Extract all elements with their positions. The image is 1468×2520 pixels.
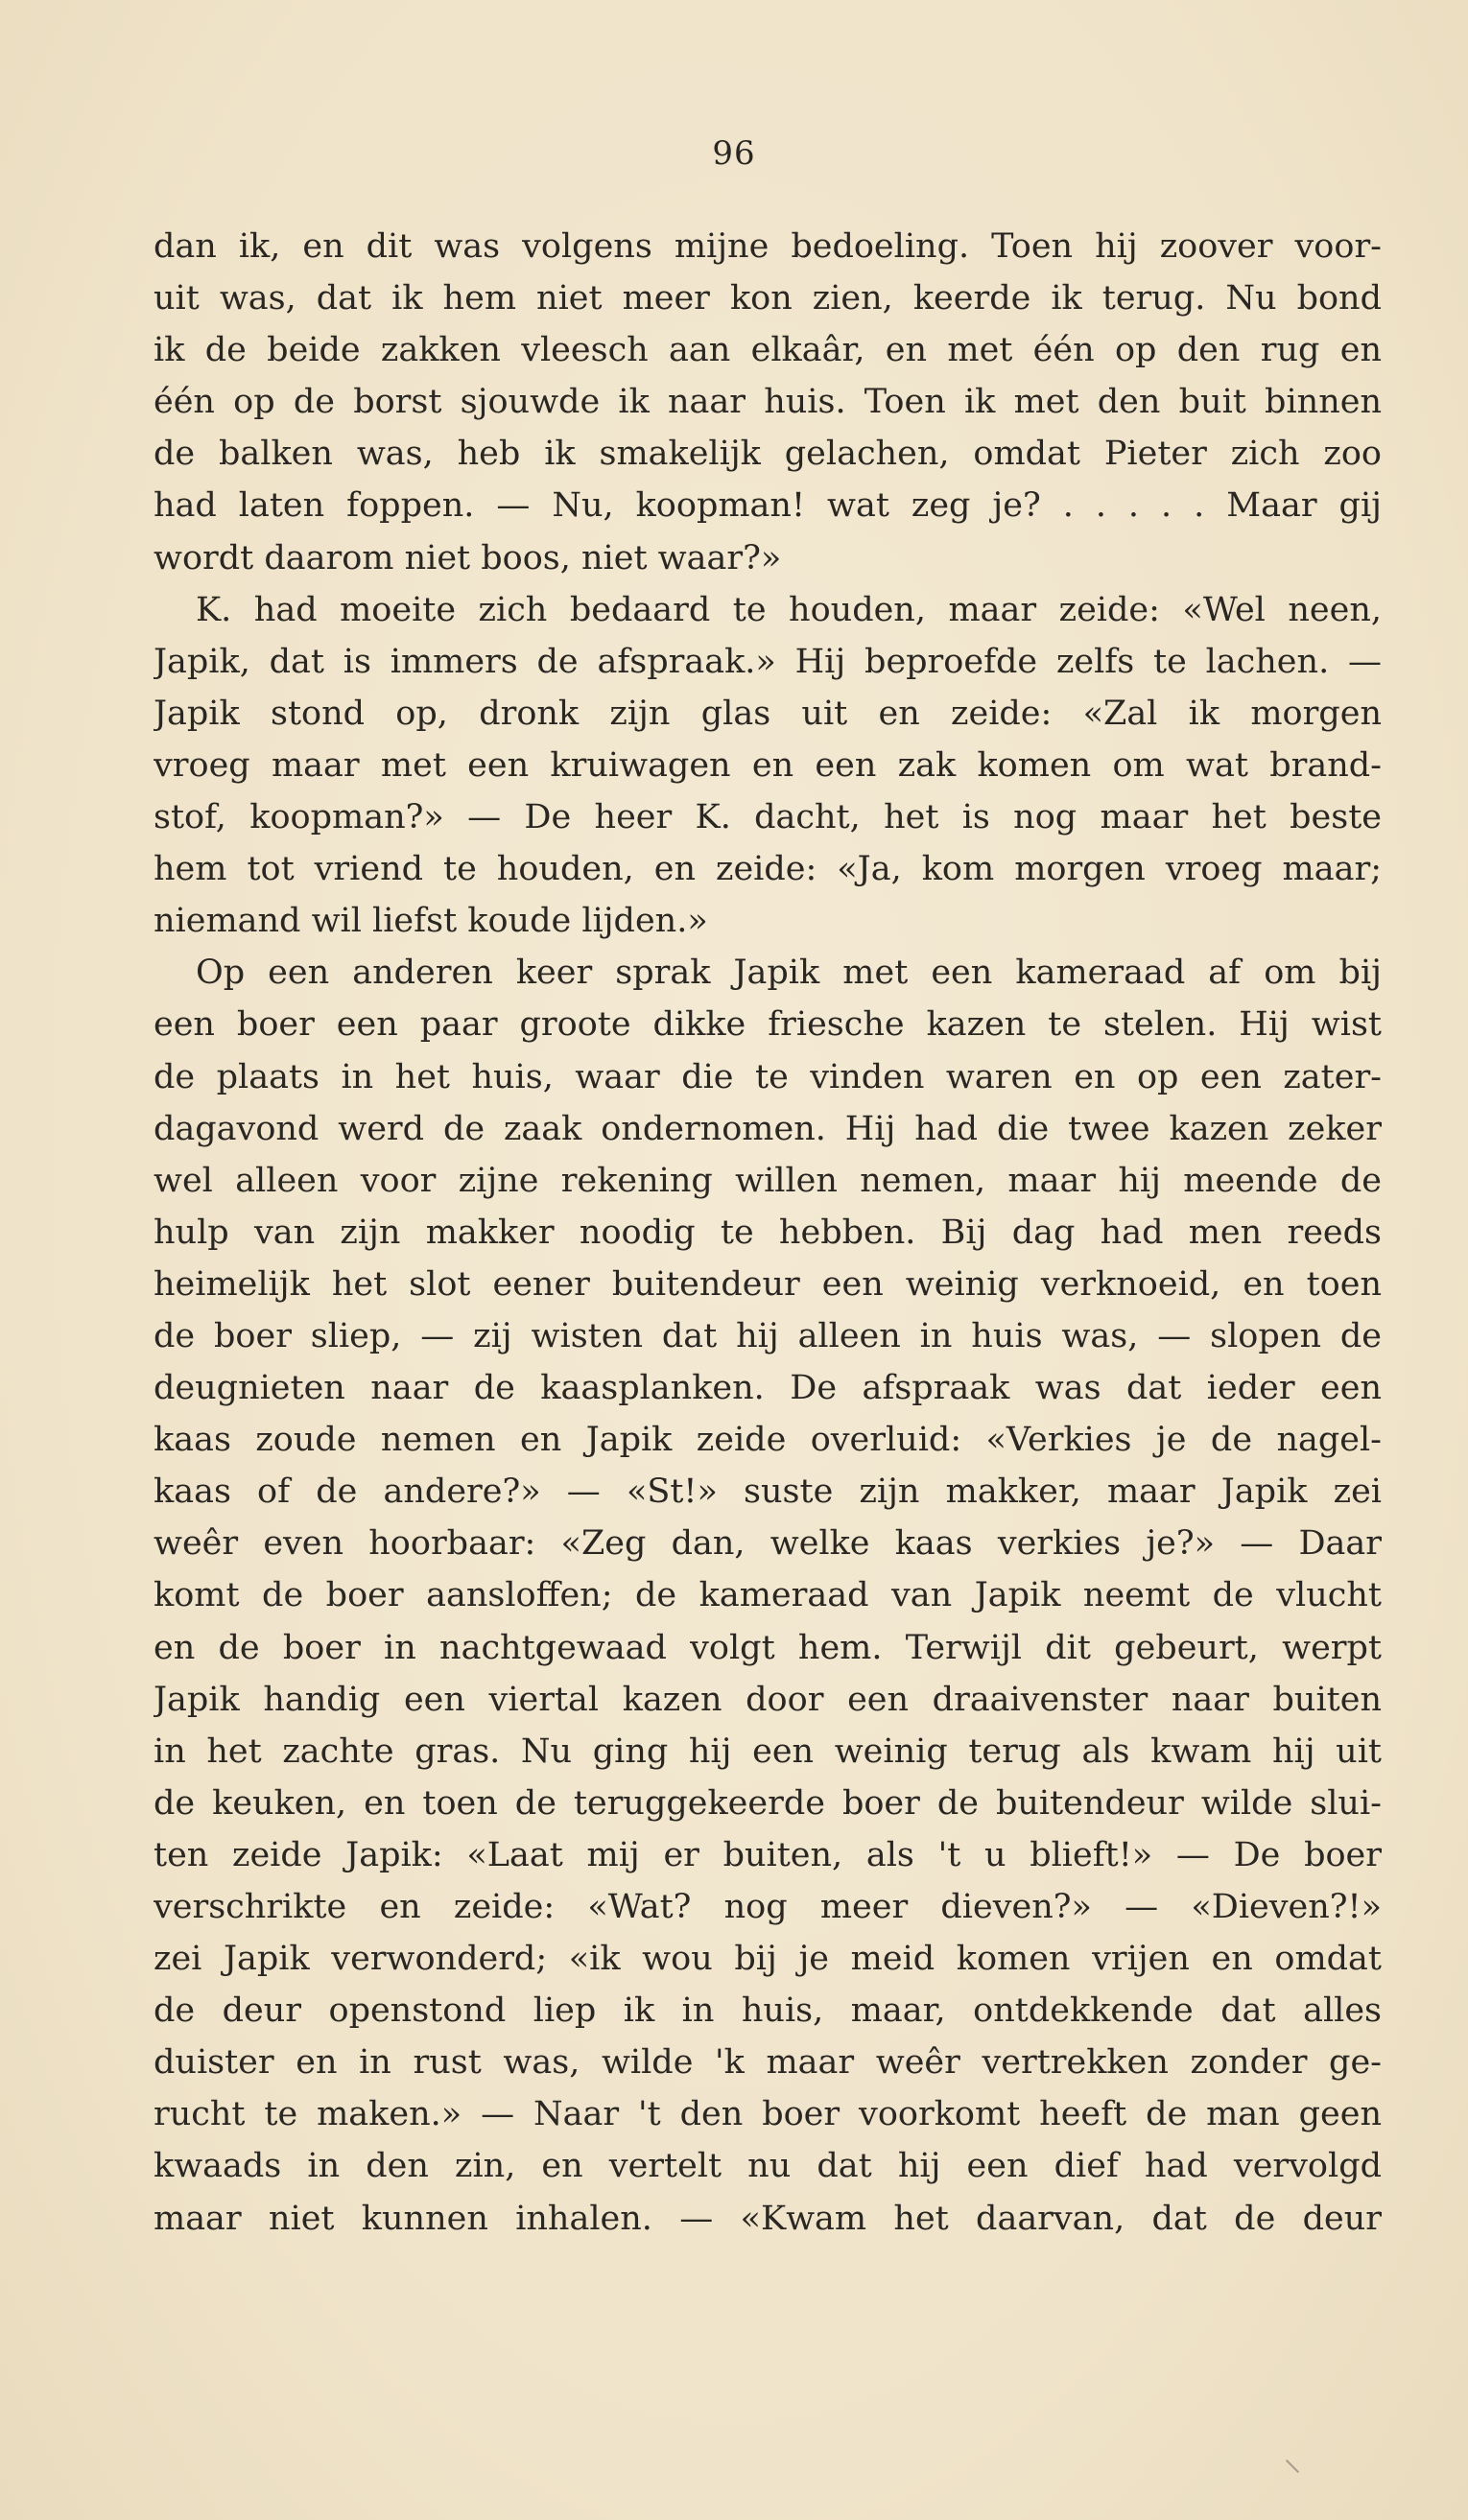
text-line: kaas of de andere?» — «St!» suste zijn makker, maar Japik zei bbox=[154, 1472, 1382, 1512]
text-line: niemand wil liefst koude lijden.» bbox=[154, 902, 708, 941]
text-line: maar niet kunnen inhalen. — «Kwam het daarvan, dat de deur bbox=[154, 2199, 1382, 2238]
page-number: 96 bbox=[712, 134, 756, 173]
text-line: Japik stond op, dronk zijn glas uit en zeide: «Zal ik morgen bbox=[154, 694, 1382, 733]
text-line: uit was, dat ik hem niet meer kon zien, keerde ik terug. Nu bond bbox=[154, 279, 1382, 318]
text-line: hulp van zijn makker noodig te hebben. Bij dag had men reeds bbox=[154, 1213, 1382, 1252]
text-line: duister en in rust was, wilde 'k maar weêr vertrekken zonder ge- bbox=[154, 2043, 1382, 2083]
text-line: een boer een paar groote dikke friesche kazen te stelen. Hij wist bbox=[154, 1005, 1382, 1045]
text-line: Japik handig een viertal kazen door een draaivenster naar buiten bbox=[154, 1680, 1382, 1719]
text-line: en de boer in nachtgewaad volgt hem. Terwijl dit gebeurt, werpt bbox=[154, 1628, 1382, 1667]
page-edge-mark bbox=[1286, 2460, 1299, 2473]
text-line: Op een anderen keer sprak Japik met een kameraad af om bij bbox=[196, 954, 1382, 993]
text-line: één op de borst sjouwde ik naar huis. Toen ik met den buit binnen bbox=[154, 383, 1382, 422]
text-line: de plaats in het huis, waar die te vinden waren en op een zater- bbox=[154, 1057, 1382, 1096]
text-line: kaas zoude nemen en Japik zeide overluid: «Verkies je de nagel- bbox=[154, 1421, 1382, 1460]
text-line: in het zachte gras. Nu ging hij een weinig terug als kwam hij uit bbox=[154, 1731, 1382, 1771]
text-line: verschrikte en zeide: «Wat? nog meer dieven?» — «Dieven?!» bbox=[154, 1888, 1382, 1926]
text-line: deugnieten naar de kaasplanken. De afspraak was dat ieder een bbox=[154, 1369, 1382, 1408]
text-line: stof, koopman?» — De heer K. dacht, het is nog maar het beste bbox=[154, 798, 1382, 837]
text-line: had laten foppen. — Nu, koopman! wat zeg je? . . . . . Maar gij bbox=[154, 486, 1382, 526]
text-line: de keuken, en toen de teruggekeerde boer de buitendeur wilde slui- bbox=[154, 1783, 1382, 1823]
text-line: ten zeide Japik: «Laat mij er buiten, als 't u blieft!» — De boer bbox=[154, 1835, 1382, 1874]
text-line: heimelijk het slot eener buitendeur een weinig verknoeid, en toen bbox=[154, 1264, 1382, 1304]
text-line: rucht te maken.» — Naar 't den boer voorkomt heeft de man geen bbox=[154, 2095, 1382, 2134]
text-line: dagavond werd de zaak ondernomen. Hij had die twee kazen zeker bbox=[154, 1109, 1382, 1148]
body-text bbox=[154, 221, 1382, 2245]
text-line: dan ik, en dit was volgens mijne bedoeling. Toen hij zoover voor- bbox=[154, 227, 1382, 266]
text-line: K. had moeite zich bedaard te houden, maar zeide: «Wel neen, bbox=[196, 590, 1382, 629]
text-line: komt de boer aansloffen; de kameraad van Japik neemt de vlucht bbox=[154, 1576, 1382, 1615]
text-line: hem tot vriend te houden, en zeide: «Ja, kom morgen vroeg maar; bbox=[154, 850, 1382, 889]
text-line: de balken was, heb ik smakelijk gelachen, omdat Pieter zich zoo bbox=[154, 435, 1382, 474]
text-line: de boer sliep, — zij wisten dat hij alleen in huis was, — slopen de bbox=[154, 1316, 1382, 1355]
text-line: wordt daarom niet boos, niet waar?» bbox=[154, 538, 782, 577]
text-line: zei Japik verwonderd; «ik wou bij je meid komen vrijen en omdat bbox=[154, 1940, 1382, 1979]
text-line: vroeg maar met een kruiwagen en een zak komen om wat brand- bbox=[154, 745, 1382, 785]
text-line: kwaads in den zin, en vertelt nu dat hij een dief had vervolgd bbox=[154, 2147, 1382, 2186]
text-line: ik de beide zakken vleesch aan elkaâr, en met één op den rug en bbox=[154, 331, 1382, 370]
text-line: weêr even hoorbaar: «Zeg dan, welke kaas verkies je?» — Daar bbox=[154, 1524, 1382, 1564]
text-line: wel alleen voor zijne rekening willen nemen, maar hij meende de bbox=[154, 1161, 1382, 1200]
text-line: de deur openstond liep ik in huis, maar, ontdekkende dat alles bbox=[154, 1991, 1382, 2031]
text-line: Japik, dat is immers de afspraak.» Hij beproefde zelfs te lachen. — bbox=[154, 642, 1382, 681]
